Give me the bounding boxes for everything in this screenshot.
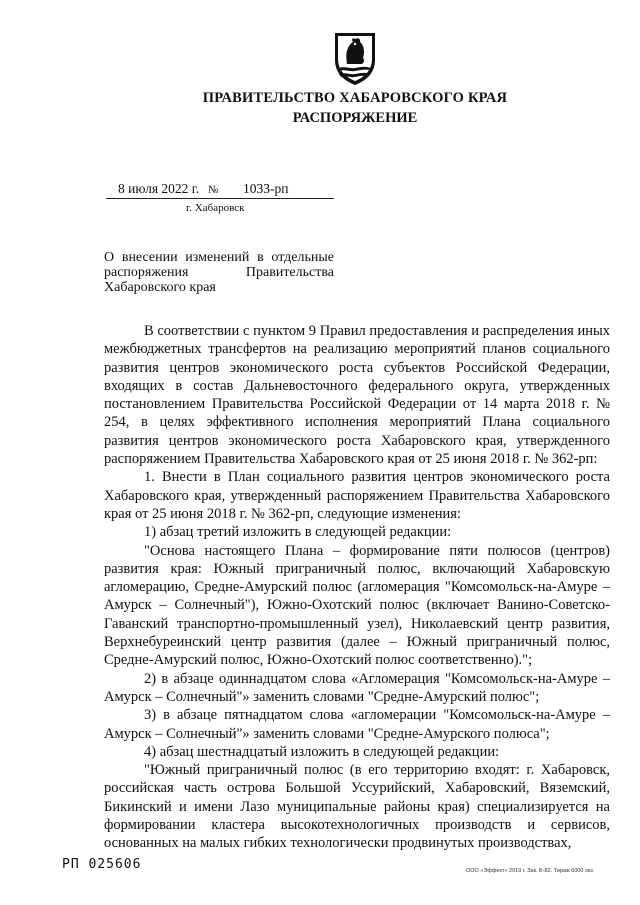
- document-subject: [104, 250, 334, 295]
- document-number: 1033-рп: [243, 181, 289, 196]
- coat-of-arms-icon: [331, 30, 379, 86]
- body-paragraph: 1) абзац третий изложить в следующей редакции:: [144, 524, 452, 541]
- form-serial-number: РП 025606: [62, 857, 142, 872]
- government-title: ПРАВИТЕЛЬСТВО ХАБАРОВСКОГО КРАЯ: [202, 90, 508, 106]
- body-paragraph: 1. Внести в План социального развития центров экономического роста Хабаровского края, утвержденный распоряжением Правительства Хабаровского края от 25 июня 2018 г. № 362-рп, следующие изменения:: [104, 469, 610, 522]
- printer-imprint: ООО «Эффект» 2019 г. Зак. Б-82. Тираж 6000 экз.: [466, 868, 595, 874]
- date-underline: [106, 198, 334, 199]
- document-body: [104, 322, 610, 853]
- body-paragraph: 4) абзац шестнадцатый изложить в следующей редакции:: [144, 743, 500, 760]
- number-label: №: [208, 184, 219, 196]
- body-paragraph: 3) в абзаце пятнадцатом слова «агломерации "Комсомольск-на-Амуре – Амурск – Солнечный"» заменить словами "Средне-Амурского полюса";: [104, 707, 610, 742]
- body-paragraph: 2) в абзаце одиннадцатом слова «Агломерация "Комсомольск-на-Амуре – Амурск – Солнечный"» заменить словами "Средне-Амурский полюс";: [104, 670, 610, 705]
- body-paragraph: В соответствии с пунктом 9 Правил предоставления и распределения иных межбюджетных трансфертов на реализацию мероприятий планов социального развития центров экономического роста субъектов Российской Федерации, входящих в состав Дальневосточного федерального округа, утвержденных постановлением Правительства Российской Федерации от 14 марта 2018 г. № 254, в целях эффективного исполнения мероприятий Плана социального развития центров экономического роста Хабаровского края, утвержденного распоряжением Правительства Хабаровского края от 25 июня 2018 г. № 362-рп:: [104, 323, 610, 468]
- document-type: РАСПОРЯЖЕНИЕ: [292, 110, 418, 126]
- subject-line: распоряжения Правительства: [104, 265, 334, 280]
- document-city: г. Хабаровск: [186, 202, 245, 214]
- body-paragraph: "Основа настоящего Плана – формирование пяти полюсов (центров) развития края: Южный приграничный полюс, включающий Хабаровскую агломерацию, Средне-Амурский полюс (агломерация "Комсомольск-на-Амуре – Амурск – Солнечный"), Южно-Охотский полюс (включает Ванино-Советско-Гаванский транспортно-промышленный узел), Николаевский центр развития, Верхнебуреинский центр развития (далее – Южный приграничный полюс, Средне-Амурский полюс, Южно-Охотский полюс соответственно).";: [104, 542, 610, 669]
- subject-line: Хабаровского края: [104, 280, 216, 295]
- body-paragraph: "Южный приграничный полюс (в его территорию входят: г. Хабаровск, российская часть острова Большой Уссурийский, Хабаровский, Вяземский, Бикинский и имени Лазо муниципальные районы края) специализируется на формировании кластера высокотехнологичных производств и сервисов, основанных на малых гибких технологически продвинутых производствах,: [104, 762, 610, 852]
- document-date: 8 июля 2022 г.: [118, 181, 200, 196]
- subject-line: О внесении изменений в отдельные: [104, 250, 334, 265]
